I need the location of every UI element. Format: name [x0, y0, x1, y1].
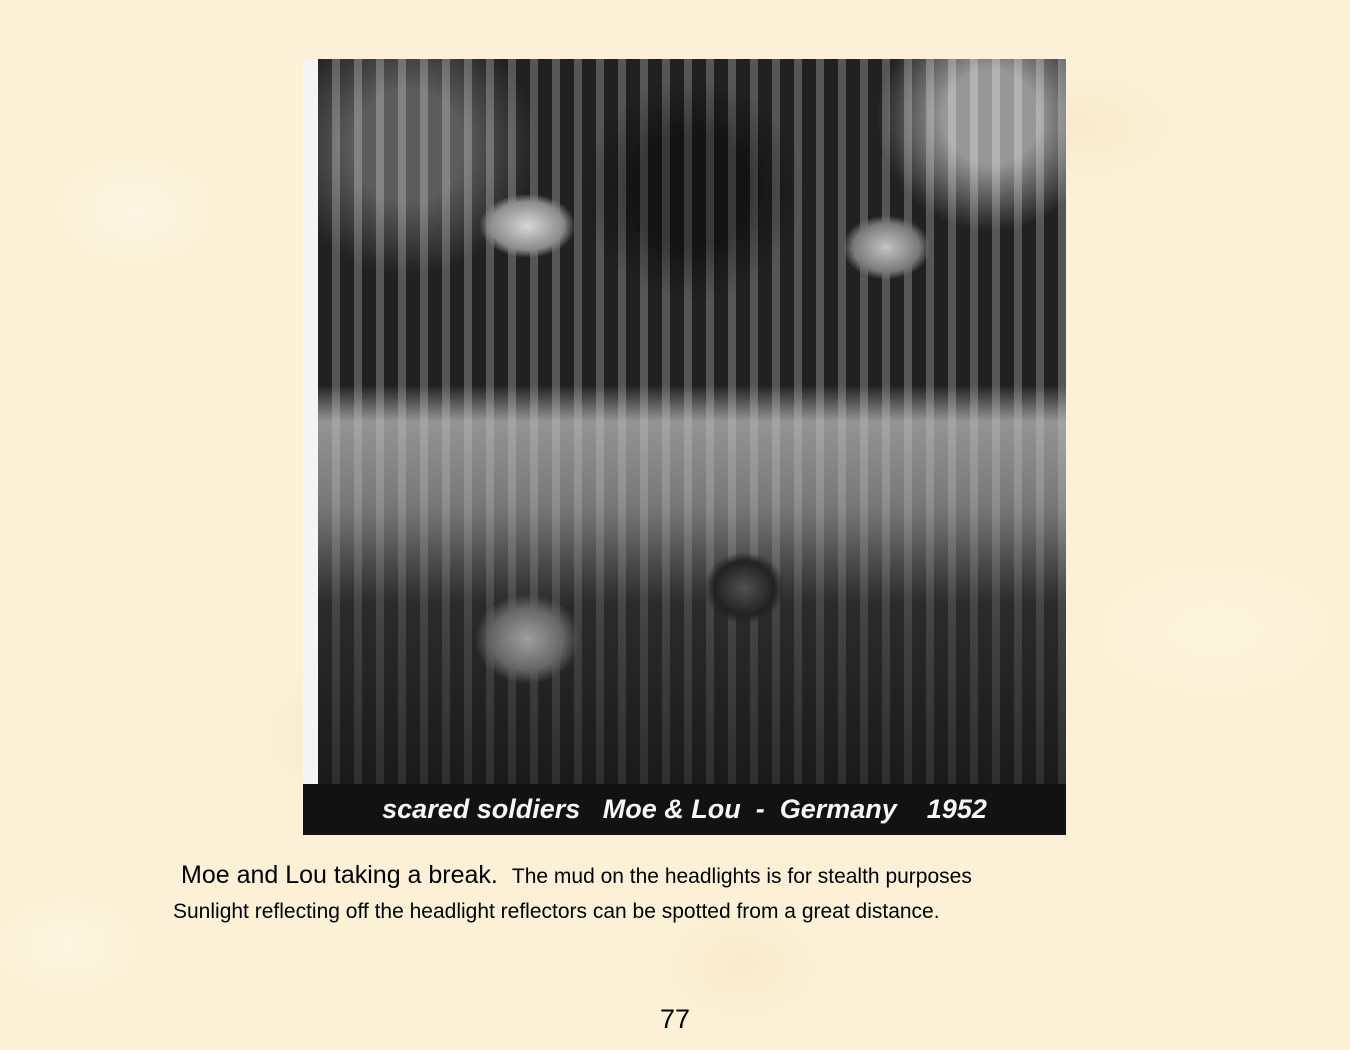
photo-frame [303, 59, 1066, 835]
caption-line-1-rest: The mud on the headlights is for stealth purposes [511, 865, 972, 888]
caption-line-2: Sunlight reflecting off the headlight reflectors can be spotted from a great distance. [173, 900, 940, 923]
soldiers-jeep-photo [318, 59, 1066, 784]
photo-caption-bar: scared soldiers Moe & Lou - Germany 1952 [303, 784, 1066, 835]
caption-lead: Moe and Lou taking a break. [181, 861, 498, 889]
page-number: 77 [659, 1004, 691, 1034]
caption-line-1 [181, 861, 972, 890]
